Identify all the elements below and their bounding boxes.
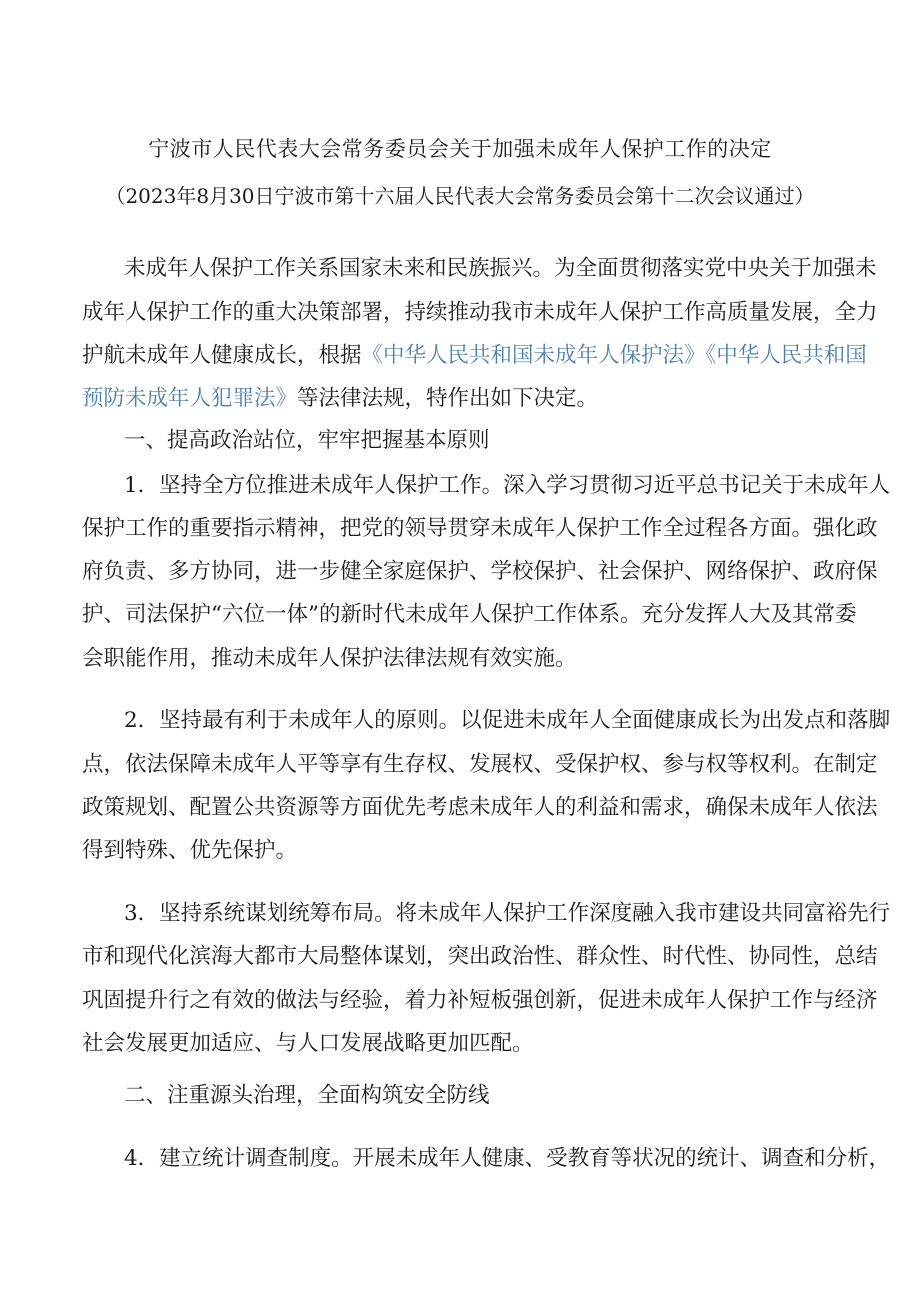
- preamble-line-1: 未成年人保护工作关系国家未来和民族振兴。为全面贯彻落实党中央关于加强未: [124, 256, 877, 281]
- item-2-line-2: 点，依法保障未成年人平等享有生存权、发展权、受保护权、参与权等权利。在制定: [82, 752, 878, 777]
- item-3-line-4: 社会发展更加适应、与人口发展战略更加匹配。: [82, 1031, 534, 1056]
- section-heading-2: 二、注重源头治理，全面构筑安全防线: [124, 1083, 490, 1108]
- preamble-text: 护航未成年人健康成长，根据: [82, 343, 362, 368]
- preamble-line-3: [82, 343, 867, 368]
- section-heading-1: 一、提高政治站位，牢牢把握基本原则: [124, 428, 490, 453]
- item-1-line-3: 府负责、多方协同，进一步健全家庭保护、学校保护、社会保护、网络保护、政府保: [82, 559, 878, 584]
- item-2-line-3: 政策规划、配置公共资源等方面优先考虑未成年人的利益和需求，确保未成年人依法: [82, 795, 878, 820]
- preamble-text: 等法律法规，特作出如下决定。: [297, 386, 599, 411]
- item-4-line-1: 4．建立统计调查制度。开展未成年人健康、受教育等状况的统计、调查和分析，: [124, 1146, 891, 1171]
- item-3-line-1: 3．坚持系统谋划统筹布局。将未成年人保护工作深度融入我市建设共同富裕先行: [124, 901, 891, 926]
- law-link-2[interactable]: 预防未成年人犯罪法》: [82, 386, 298, 411]
- item-3-line-2: 市和现代化滨海大都市大局整体谋划，突出政治性、群众性、时代性、协同性，总结: [82, 944, 878, 969]
- item-2-line-1: 2．坚持最有利于未成年人的原则。以促进未成年人全面健康成长为出发点和落脚: [124, 708, 891, 733]
- law-link-1[interactable]: 《中华人民共和国未成年人保护法》《中华人民共和国: [361, 343, 867, 368]
- item-1-line-4: 护、司法保护“六位一体”的新时代未成年人保护工作体系。充分发挥人大及其常委: [82, 602, 857, 627]
- item-1-line-2: 保护工作的重要指示精神，把党的领导贯穿未成年人保护工作全过程各方面。强化政: [82, 516, 878, 541]
- item-1-line-1: 1．坚持全方位推进未成年人保护工作。深入学习贯彻习近平总书记关于未成年人: [124, 473, 891, 498]
- item-2-line-4: 得到特殊、优先保护。: [82, 838, 298, 863]
- document-subtitle: （2023年8月30日宁波市第十六届人民代表大会常务委员会第十二次会议通过）: [105, 184, 815, 208]
- item-3-line-3: 巩固提升行之有效的做法与经验，着力补短板强创新，促进未成年人保护工作与经济: [82, 988, 878, 1013]
- item-1-line-5: 会职能作用，推动未成年人保护法律法规有效实施。: [82, 646, 577, 671]
- document-title: 宁波市人民代表大会常务委员会关于加强未成年人保护工作的决定: [148, 137, 772, 161]
- preamble-line-4: [82, 388, 598, 410]
- preamble-line-2: 成年人保护工作的重大决策部署，持续推动我市未成年人保护工作高质量发展，全力: [82, 300, 878, 325]
